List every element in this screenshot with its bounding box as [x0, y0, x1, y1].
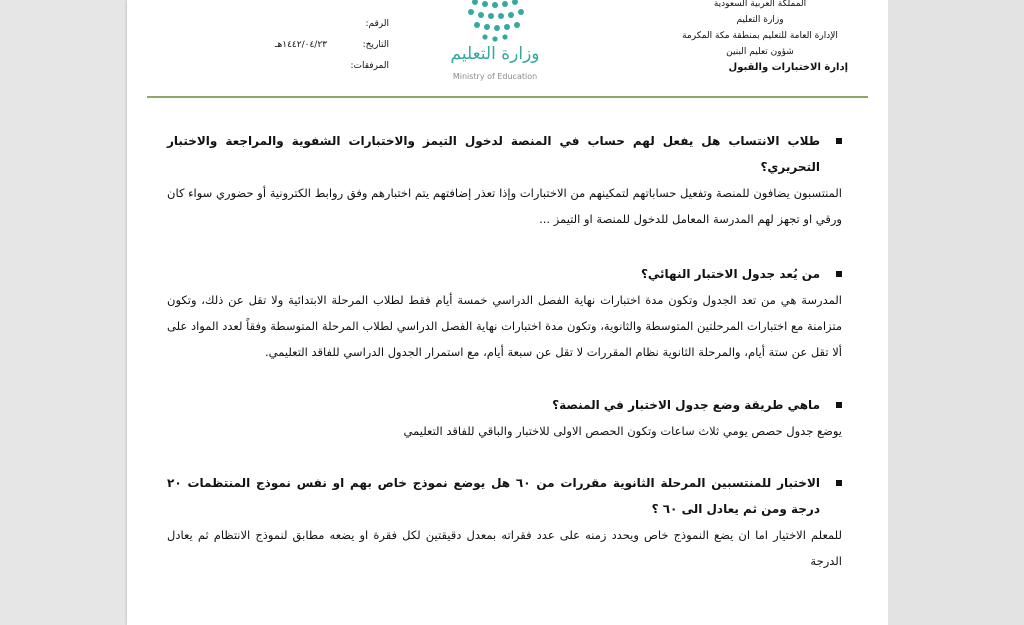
- number-label: الرقم:: [365, 19, 389, 29]
- bullet-icon: [836, 271, 842, 277]
- answer-2: المدرسة هي من تعد الجدول وتكون مدة اختبارات نهاية الفصل الدراسي خمسة أيام فقط لطلاب المرحلة الابتدائية ولا تقل عن ذلك، وتكون متزامنة مع اختبارات المرحلتين المتوسطة والثانوية، وتكون مدة اختبارات نهاية الفصل الدراسي لطلاب المرحلة المتوسطة وفقاً لعدد المواد على ألا تقل عن ستة أيام، والمرحلة الثانوية نظام المقررات لا تقل عن سبعة أيام، مع استمرار الجدول الدراسي للفاقد التعليمي.: [167, 293, 842, 359]
- affairs-text: شؤون تعليم البنين: [726, 47, 794, 57]
- logo-text-arabic: وزارة التعليم: [450, 44, 540, 64]
- attachments-row: [259, 56, 389, 77]
- department-text: إدارة الاختبارات والقبول: [728, 62, 848, 73]
- logo-text-english: Ministry of Education: [452, 72, 538, 81]
- bullet-icon: [836, 480, 842, 486]
- document-body: [167, 128, 842, 574]
- answer-4: للمعلم الاختيار اما ان يضع النموذج خاص ويحدد زمنه على عدد فقراته بمعدل دقيقتين لكل فقرة او يضعه مطابق لنموذج الانتظام ثم يعادل الدرجة: [167, 528, 842, 568]
- number-row: [259, 14, 389, 35]
- question-1: طلاب الانتساب هل يفعل لهم حساب في المنصة لدخول التيمز والاختبارات الشفوية والمراجعة والاختبار التحريري؟: [167, 128, 842, 180]
- answer-3: يوضع جدول حصص يومي ثلاث ساعات وتكون الحصص الاولى للاختبار والباقي للفاقد التعليمي: [403, 424, 842, 438]
- date-value: ١٤٤٢/٠٤/٢٣هـ: [274, 40, 327, 50]
- ministry-logo: [445, 0, 545, 88]
- attachments-label: المرفقات:: [350, 61, 389, 71]
- answer-1: المنتسبون يضافون للمنصة وتفعيل حساباتهم لتمكينهم من الاختبارات وإذا تعذر إضافتهم يتم اختبارهم وفق روابط الكترونية أو حضوري سواء كان ورقي او تجهز لهم المدرسة المعامل للدخول للمنصة او التيمز ...: [167, 186, 842, 226]
- kingdom-text: المملكة العربية السعودية: [713, 0, 807, 9]
- viewer-gutter: [888, 0, 1024, 625]
- bullet-icon: [836, 138, 842, 144]
- letterhead-left: [259, 14, 389, 77]
- question-4: الاختبار للمنتسبين المرحلة الثانوية مقررات من ٦٠ هل يوضع نموذج خاص بهم او نفس نموذج المنتظمات ٢٠ درجة ومن ثم يعادل الى ٦٠ ؟: [167, 470, 842, 522]
- date-label: التاريخ:: [362, 40, 389, 50]
- document-page: [127, 0, 888, 625]
- bullet-icon: [836, 402, 842, 408]
- directorate-text: الإدارة العامة للتعليم بمنطقة مكة المكرمة: [682, 31, 838, 41]
- logo-dots-icon: [445, 0, 545, 46]
- ministry-text: وزارة التعليم: [736, 15, 784, 25]
- date-row: [259, 35, 389, 56]
- question-3: ماهي طريقة وضع جدول الاختبار في المنصة؟: [167, 392, 842, 418]
- question-2: من يُعد جدول الاختبار النهائي؟: [167, 261, 842, 287]
- letterhead-right: [660, 0, 860, 76]
- header-divider: [147, 96, 868, 98]
